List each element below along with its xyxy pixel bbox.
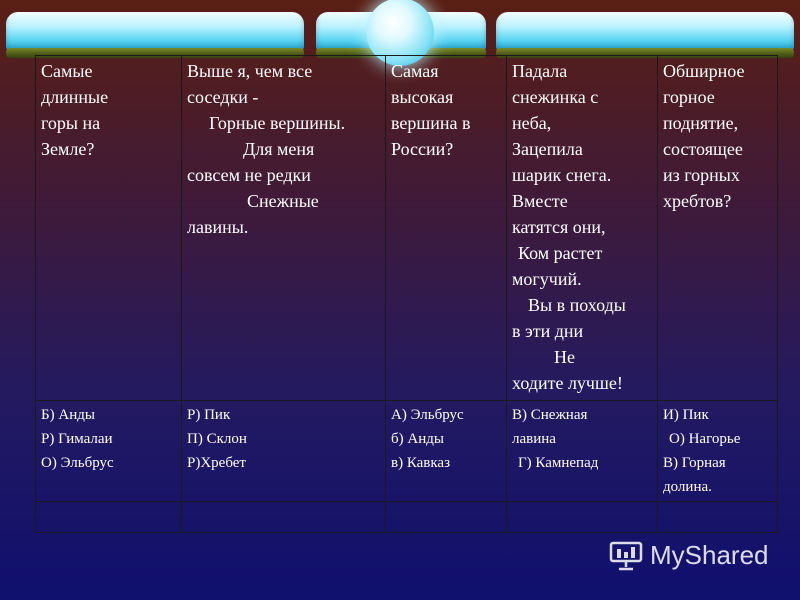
empty-row (36, 502, 778, 533)
question-row (36, 56, 778, 401)
watermark-text: MyShared (650, 539, 769, 570)
watermark-logo (608, 538, 769, 572)
answer-cell: В) Снежная лавина Г) Камнепад (507, 401, 658, 502)
presentation-screen-icon (608, 539, 644, 571)
answer-cell: Б) Анды Р) Гималаи О) Эльбрус (36, 401, 182, 502)
empty-cell (507, 502, 658, 533)
question-cell: Обширное горное поднятие, состоящее из горных хребтов? (658, 56, 778, 401)
question-cell: Падала снежинка с неба, Зацепила шарик снега. Вместе катятся они, Ком растет могучий. Вы в походы в эти дни Не ходите лучше! (507, 56, 658, 401)
header-banner-left (6, 12, 304, 52)
answer-cell: И) Пик О) Нагорье В) Горная долина. (658, 401, 778, 502)
answer-row (36, 401, 778, 502)
question-cell: Самые длинные горы на Земле? (36, 56, 182, 401)
empty-cell (386, 502, 507, 533)
header-banner-right (496, 12, 794, 52)
question-cell: Самая высокая вершина в России? (386, 56, 507, 401)
question-cell: Выше я, чем все соседки - Горные вершины. Для меня совсем не редки Снежные лавины. (182, 56, 386, 401)
empty-cell (182, 502, 386, 533)
quiz-table (35, 55, 778, 533)
empty-cell (36, 502, 182, 533)
answer-cell: Р) Пик П) Склон Р)Хребет (182, 401, 386, 502)
empty-cell (658, 502, 778, 533)
answer-cell: А) Эльбрус б) Анды в) Кавказ (386, 401, 507, 502)
